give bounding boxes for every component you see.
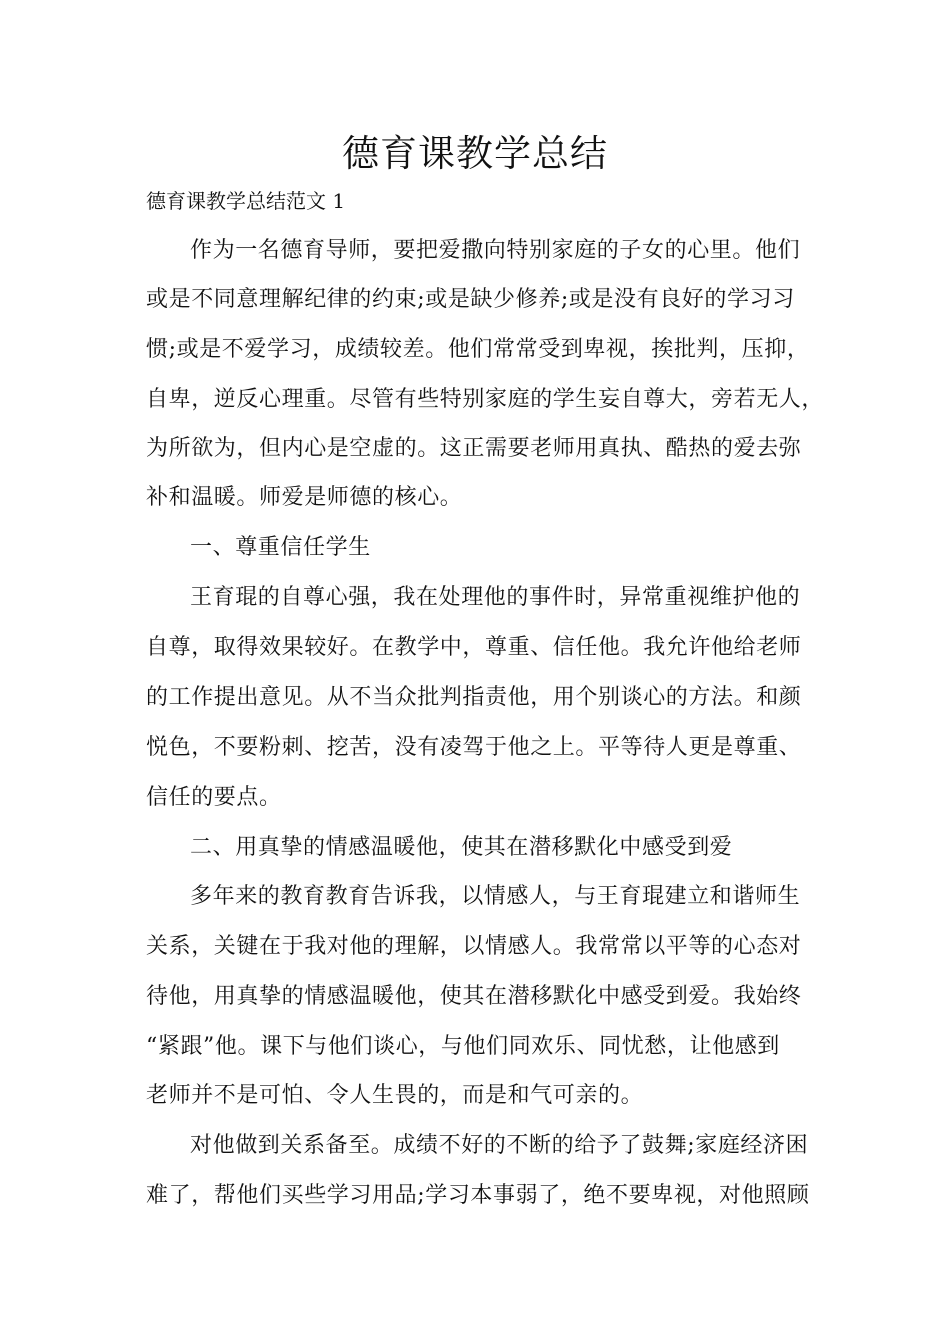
section-heading: 一、尊重信任学生 (190, 535, 371, 560)
paragraph-line: “紧跟”他。课下与他们谈心，与他们同欢乐、同忧愁，让他感到 (146, 1034, 780, 1059)
paragraph-line: 的工作提出意见。从不当众批判指责他，用个别谈心的方法。和颜 (146, 685, 802, 710)
paragraph-line: 悦色，不要粉刺、挖苦，没有凌驾于他之上。平等待人更是尊重、 (146, 735, 802, 760)
paragraph-line: 难了，帮他们买些学习用品;学习本事弱了，绝不要卑视，对他照顾 (146, 1183, 810, 1208)
paragraph-line: 惯;或是不爱学习，成绩较差。他们常常受到卑视，挨批判，压抑， (146, 337, 810, 362)
paragraph-line: 老师并不是可怕、令人生畏的，而是和气可亲的。 (146, 1083, 644, 1108)
paragraph-line: 信任的要点。 (146, 785, 282, 810)
document-subtitle: 德育课教学总结范文 1 (146, 189, 346, 213)
paragraph-line: 作为一名德育导师，要把爱撒向特别家庭的子女的心里。他们 (190, 238, 801, 263)
paragraph-line: 自卑，逆反心理重。尽管有些特别家庭的学生妄自尊大，旁若无人， (146, 387, 825, 412)
paragraph-line: 补和温暖。师爱是师德的核心。 (146, 485, 463, 510)
paragraph-line: 待他，用真挚的情感温暖他，使其在潜移默化中感受到爱。我始终 (146, 984, 802, 1009)
paragraph-line: 自尊，取得效果较好。在教学中，尊重、信任他。我允许他给老师 (146, 635, 802, 660)
paragraph-line: 多年来的教育教育告诉我，以情感人，与王育琨建立和谐师生 (190, 884, 801, 909)
paragraph-line: 关系，关键在于我对他的理解，以情感人。我常常以平等的心态对 (146, 934, 802, 959)
paragraph-line: 或是不同意理解纪律的约束;或是缺少修养;或是没有良好的学习习 (146, 287, 795, 312)
document-title: 德育课教学总结 (342, 132, 608, 175)
paragraph-line: 为所欲为，但内心是空虚的。这正需要老师用真执、酷热的爱去弥 (146, 436, 802, 461)
paragraph-line: 对他做到关系备至。成绩不好的不断的给予了鼓舞;家庭经济困 (190, 1133, 809, 1158)
paragraph-line: 王育琨的自尊心强，我在处理他的事件时，异常重视维护他的 (190, 585, 801, 610)
section-heading: 二、用真挚的情感温暖他，使其在潜移默化中感受到爱 (190, 835, 733, 860)
